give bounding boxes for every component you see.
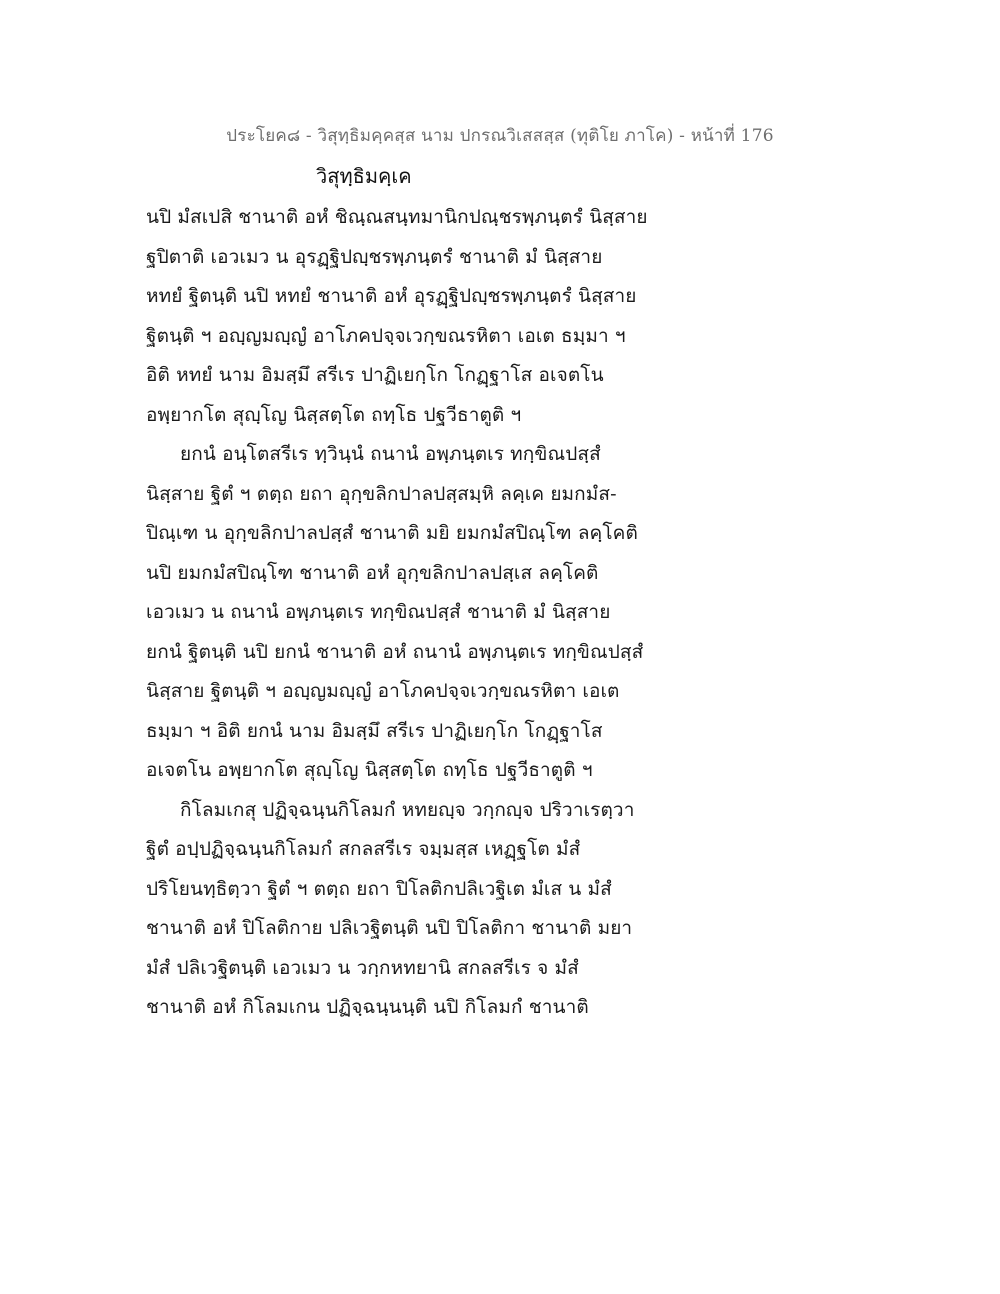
text-line: นิสฺสาย ฐิตนฺติ ฯ อญฺญมญฺญํ อาโภคปจฺจเวกฺขณรหิตา เอเต	[146, 680, 620, 702]
text-line: อิติ หทยํ นาม อิมสฺมึ สรีเร ปาฏิเยกฺโก โกฏฺฐาโส อเจตโน	[146, 364, 604, 386]
text-line: ปิณฺเฑ น อุกฺขลิกปาลปสฺสํ ชานาติ มยิ ยมกมํสปิณฺโฑ ลคฺโคติ	[146, 522, 638, 544]
text-line: เอวเมว น ถนานํ อพฺภนฺตเร ทกฺขิณปสฺสํ ชานาติ มํ นิสฺสาย	[146, 601, 611, 623]
text-line: นปิ มํสเปสิ ชานาติ อหํ ชิณฺณสนฺทมานิกปณฺชรพฺภนฺตรํ นิสฺสาย	[146, 206, 648, 228]
paragraph-start-line: กิโลมเกสุ ปฏิจฺฉนฺนกิโลมกํ หทยญฺจ วกฺกญฺจ ปริวาเรตฺวา	[180, 798, 635, 821]
text-line: ปริโยนทฺธิตฺวา ฐิตํ ฯ ตตฺถ ยถา ปิโลติกปลิเวฐิเต มํเส น มํสํ	[146, 877, 612, 900]
text-line: อพฺยากโต สุญฺโญ นิสฺสตฺโต ถทฺโธ ปฐวีธาตูติ ฯ	[146, 403, 522, 426]
text-line: นปิ ยมกมํสปิณฺโฑ ชานาติ อหํ อุกฺขลิกปาลปสฺเส ลคฺโคติ	[146, 561, 599, 584]
text-line: ฐปิตาติ เอวเมว น อุรฏฺฐิปญฺชรพฺภนฺตรํ ชานาติ มํ นิสฺสาย	[146, 245, 603, 268]
section-title: วิสุทฺธิมคฺเค	[316, 164, 412, 188]
text-line: ธมฺมา ฯ อิติ ยกนํ นาม อิมสฺมึ สรีเร ปาฏิเยกฺโก โกฏฺฐาโส	[146, 719, 603, 742]
text-line: นิสฺสาย ฐิตํ ฯ ตตฺถ ยถา อุกฺขลิกปาลปสฺสมฺหิ ลคฺเค ยมกมํส-	[146, 482, 617, 505]
text-line: ฐิตนฺติ ฯ อญฺญมญฺญํ อาโภคปจฺจเวกฺขณรหิตา เอเต ธมฺมา ฯ	[146, 324, 626, 347]
text-line: ชานาติ อหํ กิโลมเกน ปฏิจฺฉนฺนนฺติ นปิ กิโลมกํ ชานาติ	[146, 996, 589, 1018]
body-text	[146, 198, 686, 1028]
text-line: ยกนํ ฐิตนฺติ นปิ ยกนํ ชานาติ อหํ ถนานํ อพฺภนฺตเร ทกฺขิณปสฺสํ	[146, 640, 644, 663]
text-line: อเจตโน อพฺยากโต สุญฺโญ นิสฺสตฺโต ถทฺโธ ปฐวีธาตูติ ฯ	[146, 759, 593, 781]
text-line: ชานาติ อหํ ปิโลติกาย ปลิเวฐิตนฺติ นปิ ปิโลติกา ชานาติ มยา	[146, 917, 633, 939]
paragraph-start-line: ยกนํ อนฺโตสรีเร ทฺวินฺนํ ถนานํ อพฺภนฺตเร ทกฺขิณปสฺสํ	[180, 443, 601, 465]
running-head: ประโยค๘ - วิสุทฺธิมคฺคสฺส นาม ปกรณวิเสสสฺส (ทุติโย ภาโค) - หน้าที่ 176	[226, 126, 774, 146]
text-line: มํสํ ปลิเวฐิตนฺติ เอวเมว น วกฺกหทยานิ สกลสรีเร จ มํสํ	[146, 956, 579, 979]
text-line: หทยํ ฐิตนฺติ นปิ หทยํ ชานาติ อหํ อุรฏฺฐิปญฺชรพฺภนฺตรํ นิสฺสาย	[146, 285, 637, 307]
text-line: ฐิตํ อปฺปฏิจฺฉนฺนกิโลมกํ สกลสรีเร จมฺมสฺส เหฏฺฐโต มํสํ	[146, 838, 581, 860]
